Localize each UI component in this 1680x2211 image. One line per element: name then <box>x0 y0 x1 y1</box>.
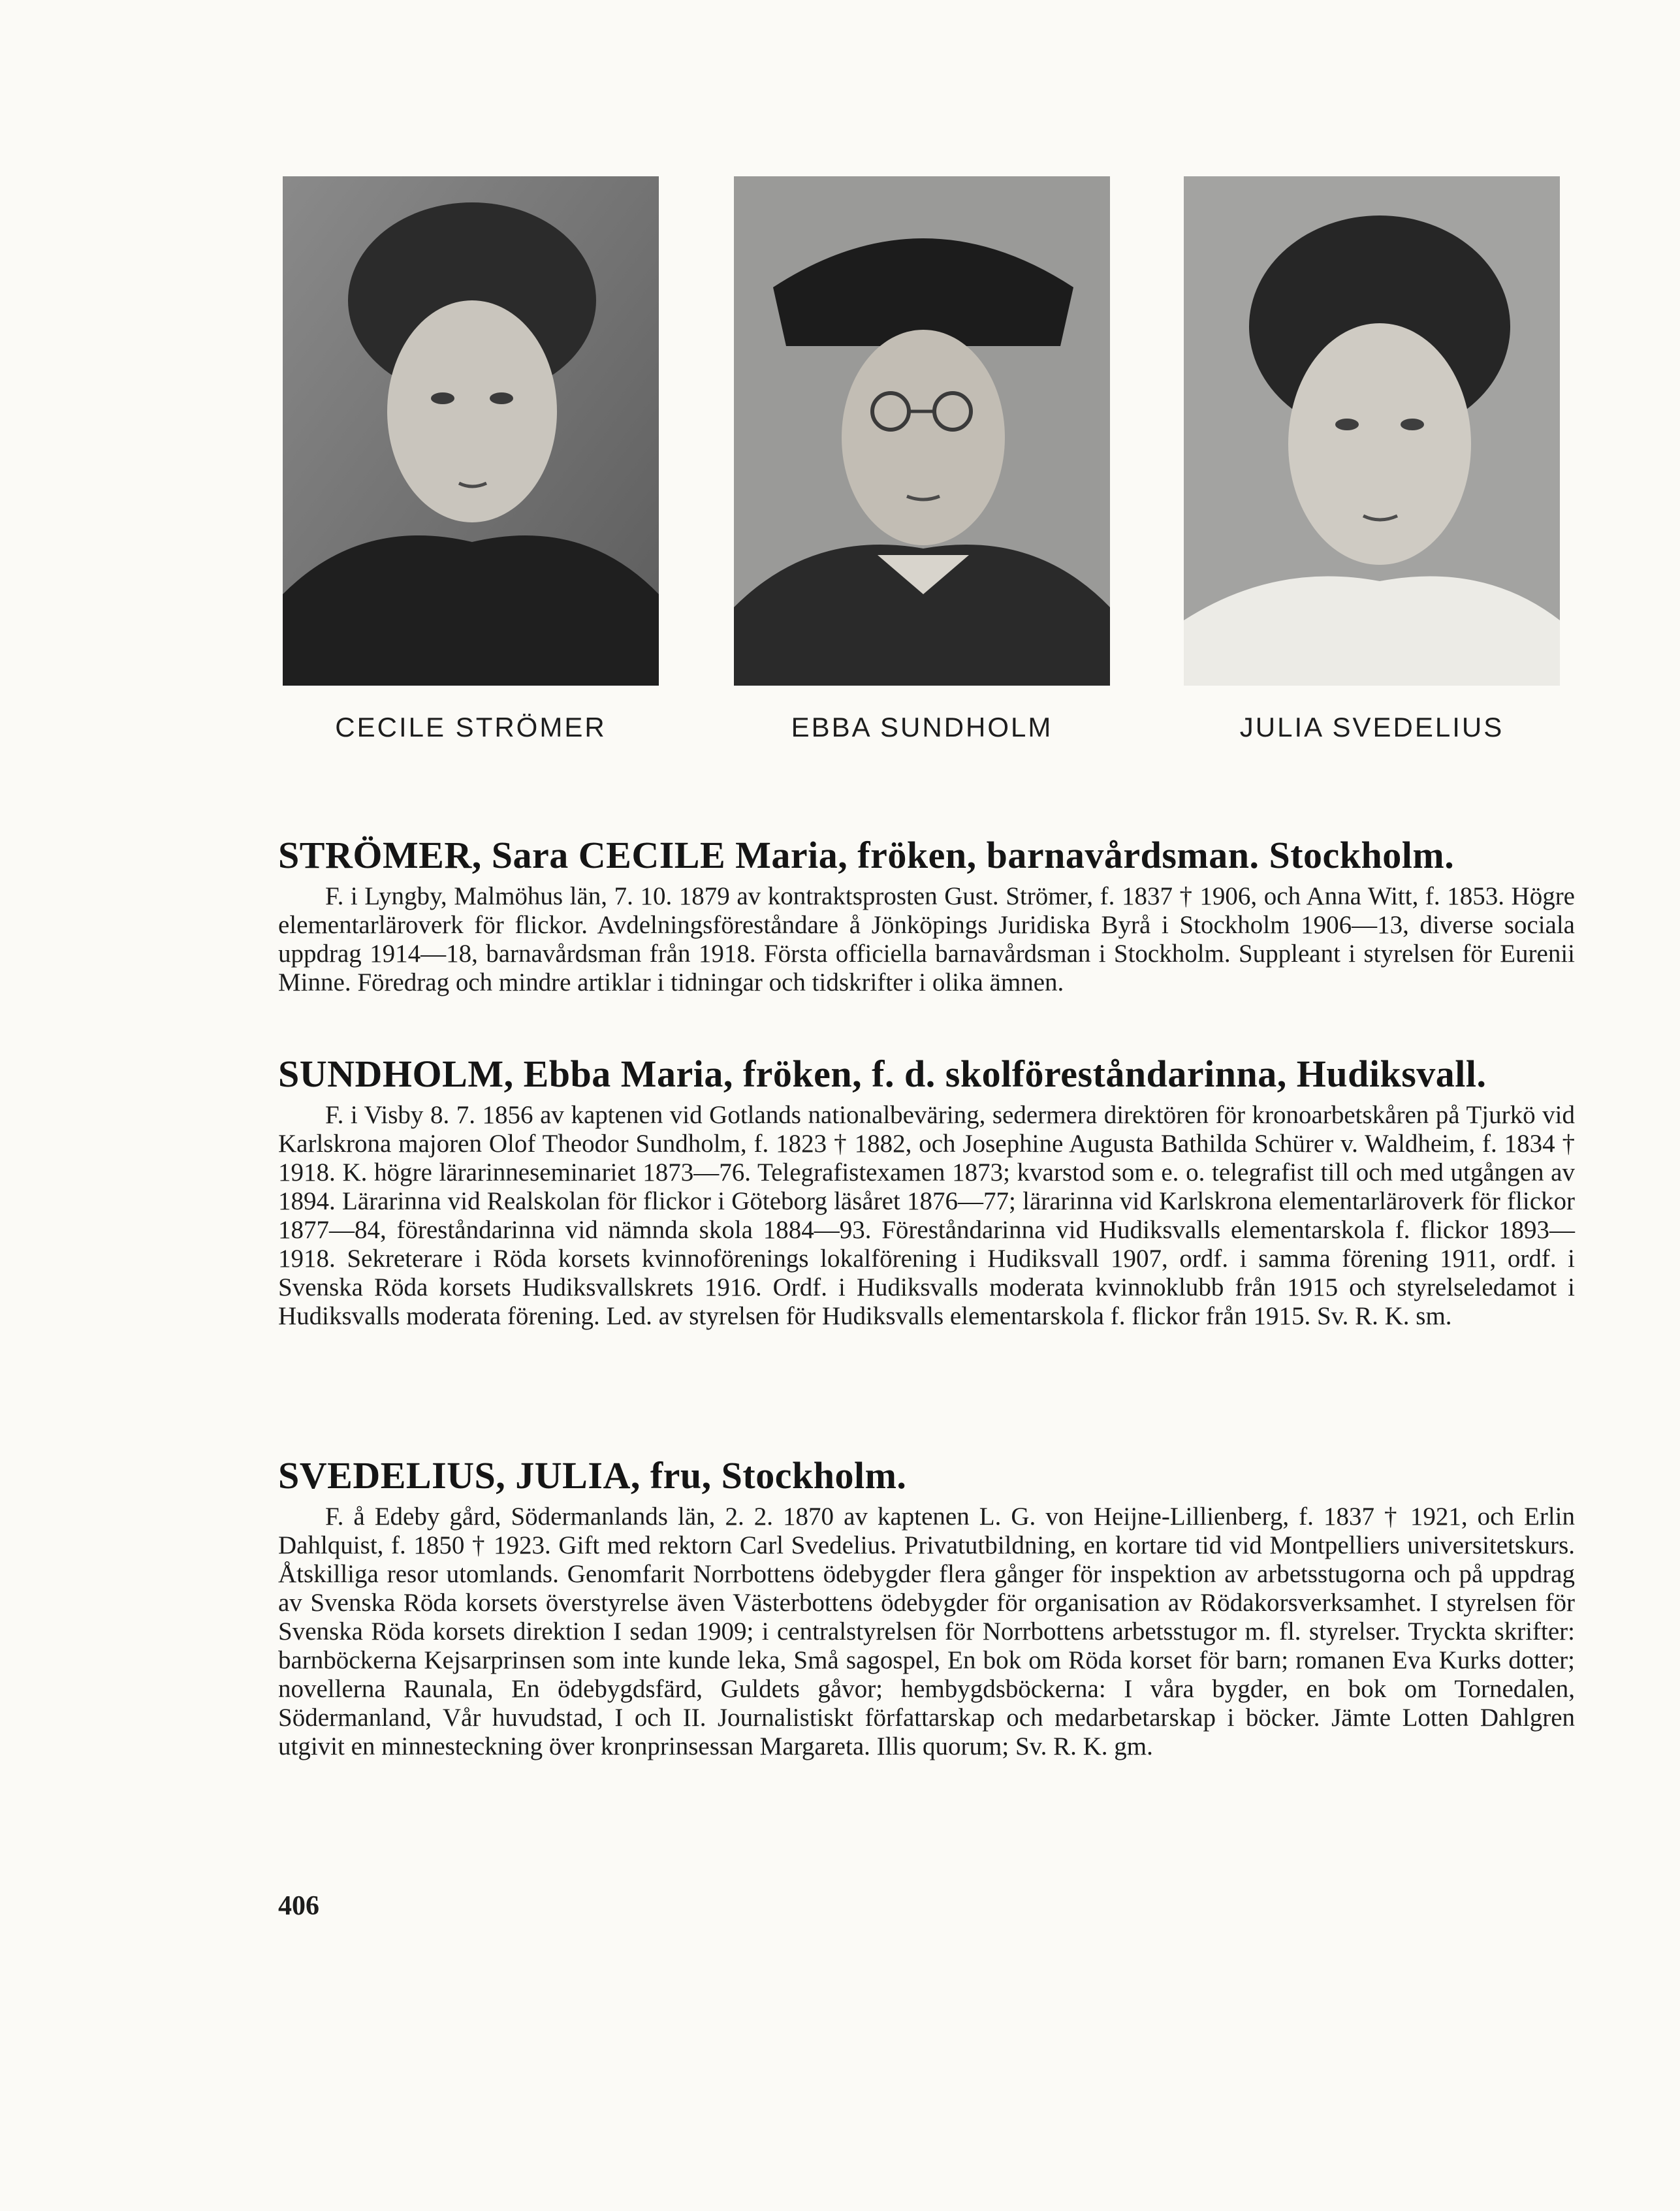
entry-heading: STRÖMER, Sara CECILE Maria, fröken, barnavårdsman. Stockholm. <box>278 834 1455 876</box>
entry-body: F. i Lyngby, Malmöhus län, 7. 10. 1879 av kontraktsprosten Gust. Strömer, f. 1837 † 1906, och Anna Witt, f. 1853. Högre elementarläroverk för flickor. Avdelningsföreståndare å Jönköpings Juridiska Byrå i Stockholm 1906—13, diverse sociala uppdrag 1914—18, barnavårdsman från 1918. Första officiella barnavårdsman i Stockholm. Suppleant i styrelsen för Eurenii Minne. Föredrag och mindre artiklar i tidningar och tidskrifter i olika ämnen. <box>278 882 1575 996</box>
entry-body: F. å Edeby gård, Södermanlands län, 2. 2. 1870 av kaptenen L. G. von Heijne-Lillienberg, f. 1837 † 1921, och Erlin Dahlquist, f. 1850 † 1923. Gift med rektorn Carl Svedelius. Privatutbildning, en kortare tid vid Montpelliers universitetskurs. Åtskilliga resor utomlands. Genomfarit Norrbottens ödebygder flera gånger för inspektion av arbetsstugorna och på uppdrag av Svenska Röda korsets överstyrelse även Västerbottens ödebygder för organisation av Rödakorsverksamhet. I styrelsen för Svenska Röda korsets direktion I sedan 1909; i centralstyrelsen för Norrbottens arbetsstugor m. fl. styrelser. Tryckta skrifter: barnböckerna Kejsarprinsen som inte kunde leka, Små sagospel, En bok om Röda korset för barn; romanen Eva Kurks dotter; novellerna Raunala, En ödebygdsfärd, Guldets gåvor; hembygdsböckerna: I våra bygder, en bok om Tornedalen, Södermanland, Vår huvudstad, I och II. Journalistiskt författarskap och medarbetarskap i böcker. Jämte Lotten Dahlgren utgivit en minnesteckning över kronprinsessan Margareta. Illis quorum; Sv. R. K. gm. <box>278 1503 1575 1760</box>
portrait-ebba-sundholm <box>734 176 1110 686</box>
entry-body: F. i Visby 8. 7. 1856 av kaptenen vid Gotlands nationalbeväring, sedermera direktören för kronoarbetskåren på Tjurkö vid Karlskrona majoren Olof Theodor Sundholm, f. 1823 † 1882, och Josephine Augusta Bathilda Schürer v. Waldheim, f. 1834 † 1918. K. högre lärarinneseminariet 1873—76. Telegrafistexamen 1873; kvarstod som e. o. telegrafist till och med utgången av 1894. Lärarinna vid Realskolan för flickor i Göteborg läsåret 1876—77; lärarinna vid Karlskrona elementarläroverk för flickor 1877—84, föreståndarinna vid nämnda skola 1884—93. Föreståndarinna vid Hudiksvalls elementarskola f. flickor 1893—1918. Sekreterare i Röda korsets kvinnoförenings lokalförening i Hudiksvall 1907, ordf. i samma förening 1911, ordf. i Svenska Röda korsets Hudiksvallskrets 1916. Ordf. i Hudiksvalls moderata kvinnoklubb från 1915 och styrelseledamot i Hudiksvalls moderata förening. Led. av styrelsen för Hudiksvalls elementarskola f. flickor från 1915. Sv. R. K. sm. <box>278 1101 1575 1330</box>
portrait-caption: CECILE STRÖMER <box>335 712 607 742</box>
page-number: 406 <box>278 1891 319 1921</box>
portrait-julia-svedelius <box>1184 176 1560 686</box>
portrait-caption: EBBA SUNDHOLM <box>791 712 1053 742</box>
entry-heading: SUNDHOLM, Ebba Maria, fröken, f. d. skolföreståndarinna, Hudiksvall. <box>278 1053 1487 1095</box>
biography-entry <box>278 833 1575 997</box>
biography-entry <box>278 1051 1575 1331</box>
portrait-caption: JULIA SVEDELIUS <box>1239 712 1504 742</box>
portrait-cecile-stromer <box>283 176 659 686</box>
entry-heading: SVEDELIUS, JULIA, fru, Stockholm. <box>278 1454 907 1497</box>
biography-entry <box>278 1453 1575 1761</box>
